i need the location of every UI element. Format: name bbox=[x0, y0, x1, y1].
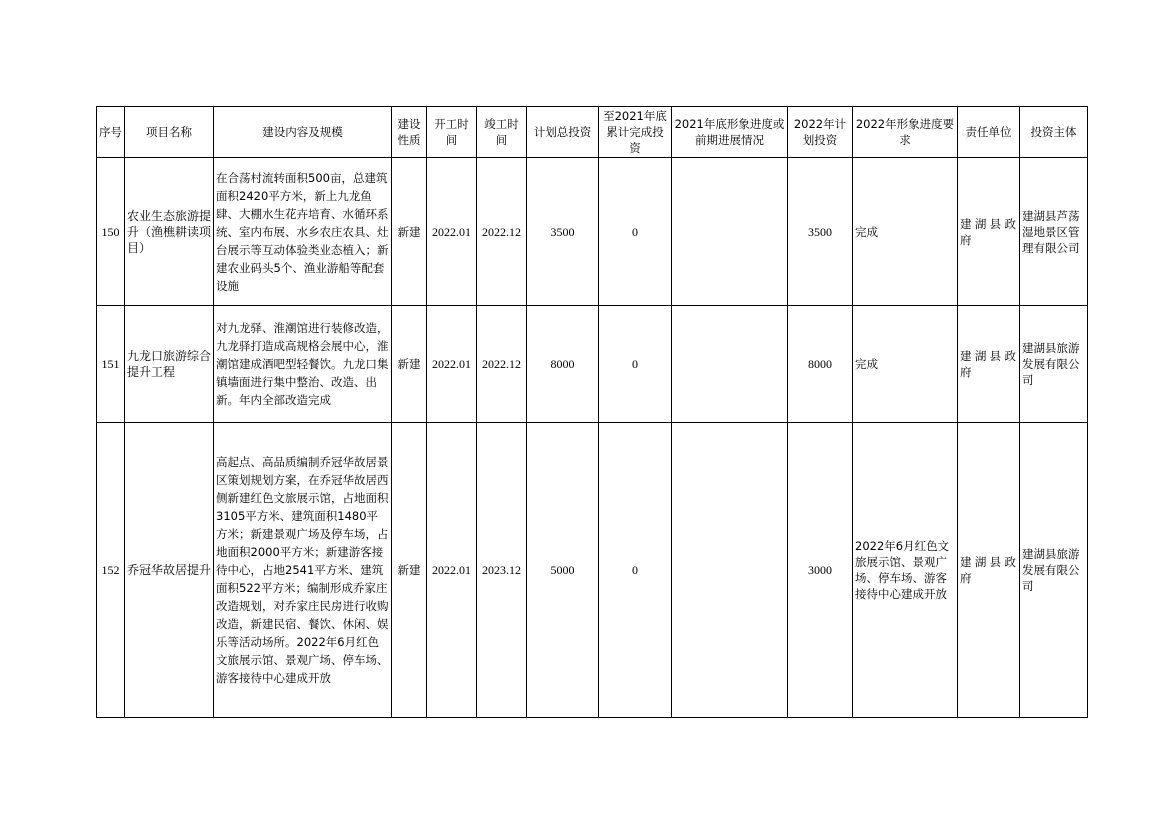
cell-unit: 建湖县政府 bbox=[958, 423, 1020, 718]
cell-investor: 建湖县芦荡湿地景区管理有限公司 bbox=[1020, 158, 1088, 306]
header-content: 建设内容及规模 bbox=[214, 107, 392, 158]
cell-start: 2022.01 bbox=[427, 306, 477, 423]
cell-seq: 152 bbox=[97, 423, 125, 718]
cell-plan-2022: 3500 bbox=[788, 158, 853, 306]
cell-seq: 150 bbox=[97, 158, 125, 306]
cell-name: 乔冠华故居提升 bbox=[125, 423, 214, 718]
cell-content: 在合荡村流转面积500亩，总建筑面积2420平方米，新上九龙鱼肆、大棚水生花卉培育、水循环系统、室内布展、水乡农庄农具、灶台展示等互动体验类业态植入；新建农业码头5个、渔业游船等配套设施 bbox=[214, 158, 392, 306]
header-nature: 建设性质 bbox=[392, 107, 427, 158]
cell-progress-2021 bbox=[672, 423, 788, 718]
header-start: 开工时间 bbox=[427, 107, 477, 158]
cell-seq: 151 bbox=[97, 306, 125, 423]
cell-plan-2022: 8000 bbox=[788, 306, 853, 423]
project-table bbox=[96, 106, 1088, 718]
cell-name: 九龙口旅游综合提升工程 bbox=[125, 306, 214, 423]
cell-nature: 新建 bbox=[392, 158, 427, 306]
cell-req-2022: 完成 bbox=[853, 158, 958, 306]
cell-end: 2023.12 bbox=[477, 423, 527, 718]
cell-plan-total: 5000 bbox=[527, 423, 599, 718]
cell-content: 对九龙驿、淮潮馆进行装修改造，九龙驿打造成高规格会展中心，淮潮馆建成酒吧型轻餐饮。九龙口集镇墙面进行集中整治、改造、出新。年内全部改造完成 bbox=[214, 306, 392, 423]
header-req-2022: 2022年形象进度要求 bbox=[853, 107, 958, 158]
cell-req-2022: 2022年6月红色文旅展示馆、景观广场、停车场、游客接待中心建成开放 bbox=[853, 423, 958, 718]
cell-investor: 建湖县旅游发展有限公司 bbox=[1020, 423, 1088, 718]
cell-progress-2021 bbox=[672, 306, 788, 423]
header-seq: 序号 bbox=[97, 107, 125, 158]
cell-progress-2021 bbox=[672, 158, 788, 306]
cell-cum-2021: 0 bbox=[599, 423, 672, 718]
table-header-row bbox=[97, 107, 1088, 158]
header-cum-2021: 至2021年底累计完成投资 bbox=[599, 107, 672, 158]
cell-nature: 新建 bbox=[392, 306, 427, 423]
cell-end: 2022.12 bbox=[477, 158, 527, 306]
cell-unit: 建湖县政府 bbox=[958, 158, 1020, 306]
cell-cum-2021: 0 bbox=[599, 158, 672, 306]
cell-name: 农业生态旅游提升（渔樵耕读项目） bbox=[125, 158, 214, 306]
cell-investor: 建湖县旅游发展有限公司 bbox=[1020, 306, 1088, 423]
header-progress-2021: 2021年底形象进度或前期进展情况 bbox=[672, 107, 788, 158]
header-name: 项目名称 bbox=[125, 107, 214, 158]
header-investor: 投资主体 bbox=[1020, 107, 1088, 158]
table-row bbox=[97, 158, 1088, 306]
cell-req-2022: 完成 bbox=[853, 306, 958, 423]
header-plan-2022: 2022年计划投资 bbox=[788, 107, 853, 158]
cell-plan-total: 3500 bbox=[527, 158, 599, 306]
cell-content: 高起点、高品质编制乔冠华故居景区策划规划方案，在乔冠华故居西侧新建红色文旅展示馆，占地面积3105平方米、建筑面积1480平方米；新建景观广场及停车场，占地面积2000平方米；新建游客接待中心，占地2541平方米、建筑面积522平方米；编制形成乔家庄改造规划，对乔家庄民房进行收购改造，新建民宿、餐饮、休闲、娱乐等活动场所。2022年6月红色文旅展示馆、景观广场、停车场、游客接待中心建成开放 bbox=[214, 423, 392, 718]
cell-plan-2022: 3000 bbox=[788, 423, 853, 718]
header-unit: 责任单位 bbox=[958, 107, 1020, 158]
cell-plan-total: 8000 bbox=[527, 306, 599, 423]
cell-nature: 新建 bbox=[392, 423, 427, 718]
cell-start: 2022.01 bbox=[427, 423, 477, 718]
cell-start: 2022.01 bbox=[427, 158, 477, 306]
table-row bbox=[97, 423, 1088, 718]
cell-cum-2021: 0 bbox=[599, 306, 672, 423]
header-end: 竣工时间 bbox=[477, 107, 527, 158]
header-plan-total: 计划总投资 bbox=[527, 107, 599, 158]
table-row bbox=[97, 306, 1088, 423]
cell-unit: 建湖县政府 bbox=[958, 306, 1020, 423]
cell-end: 2022.12 bbox=[477, 306, 527, 423]
